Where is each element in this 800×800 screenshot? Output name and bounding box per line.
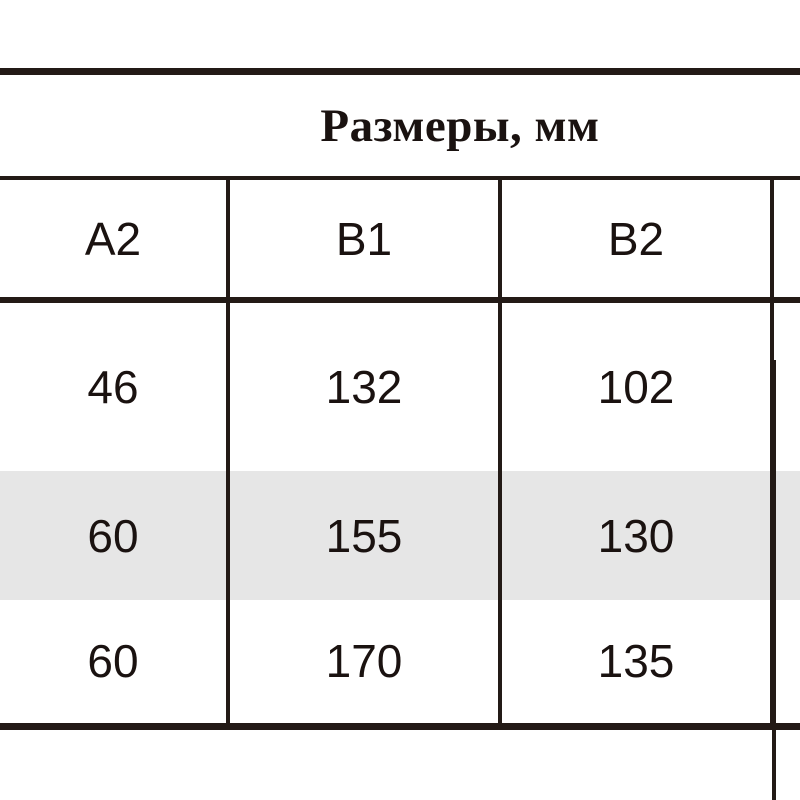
cell-b1: 155 xyxy=(228,471,500,600)
column-header-partial xyxy=(772,180,800,300)
cell-a2: 60 xyxy=(0,471,228,600)
cell-b1: 132 xyxy=(228,300,500,471)
right-column-separator xyxy=(772,360,776,800)
cell-partial xyxy=(772,471,800,600)
column-header-a2: A2 xyxy=(0,180,228,300)
cell-a2: 60 xyxy=(0,600,228,723)
column-header-b1: B1 xyxy=(228,180,500,300)
page-title: Размеры, мм xyxy=(320,99,600,152)
table-row xyxy=(0,600,800,723)
cell-partial xyxy=(772,300,800,471)
table-body xyxy=(0,300,800,723)
table-top-rule xyxy=(0,68,800,75)
table-row xyxy=(0,300,800,471)
cell-b2: 135 xyxy=(500,600,772,723)
table-header-row xyxy=(0,180,800,300)
dimensions-table xyxy=(0,180,800,723)
table-row xyxy=(0,471,800,600)
dimensions-table-wrapper xyxy=(0,180,800,723)
table-header xyxy=(0,180,800,300)
cell-b2: 130 xyxy=(500,471,772,600)
table-bottom-rule xyxy=(0,723,800,730)
column-header-b2: B2 xyxy=(500,180,772,300)
cell-a2: 46 xyxy=(0,300,228,471)
cell-partial xyxy=(772,600,800,723)
table-title-band xyxy=(0,75,800,176)
cell-b2: 102 xyxy=(500,300,772,471)
cell-b1: 170 xyxy=(228,600,500,723)
